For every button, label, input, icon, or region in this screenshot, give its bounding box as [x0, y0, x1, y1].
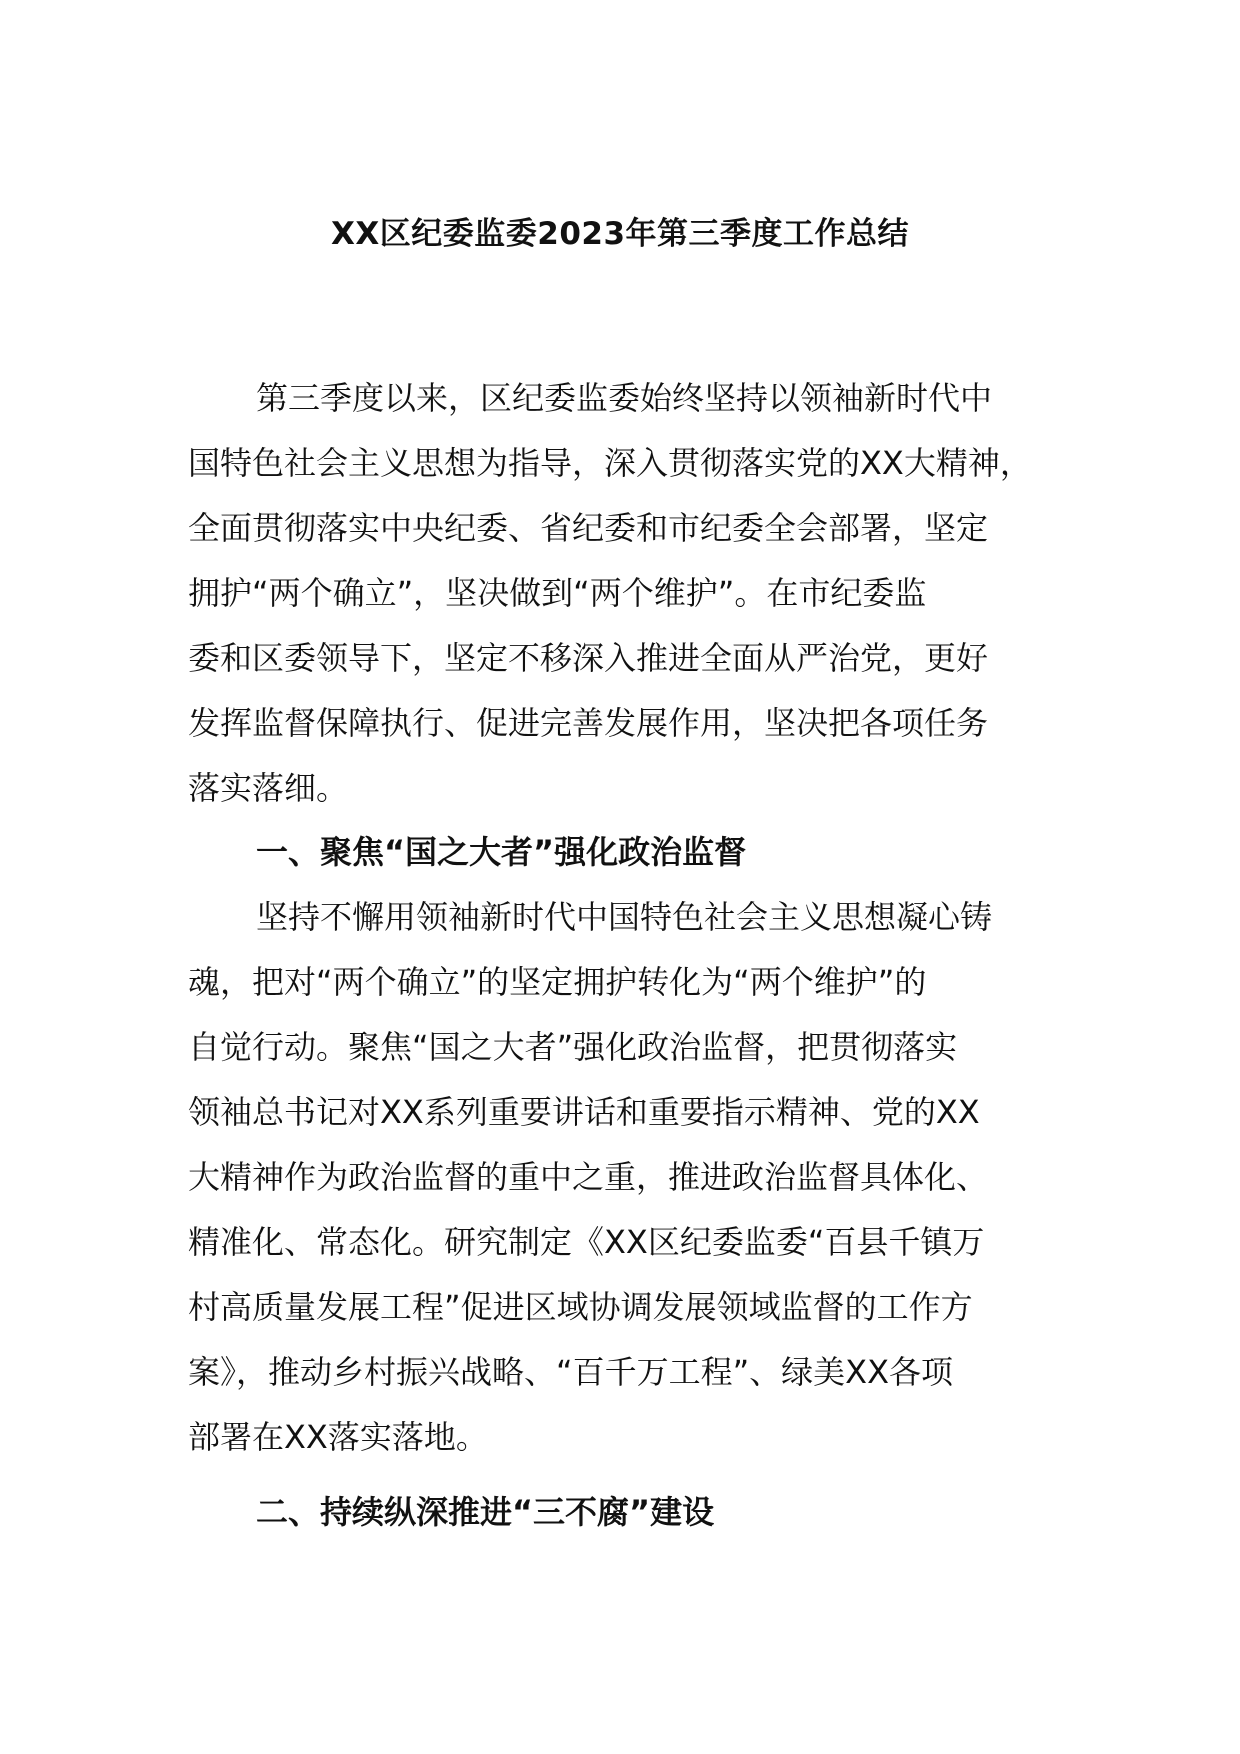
paragraph-line: 委和区委领导下，坚定不移深入推进全面从严治党，更好 — [188, 639, 989, 677]
paragraph-line: 全面贯彻落实中央纪委、省纪委和市纪委全会部署，坚定 — [188, 509, 989, 547]
paragraph-line: 魂，把对“两个确立”的坚定拥护转化为“两个维护”的 — [188, 963, 927, 1001]
intro-paragraph — [188, 366, 1068, 821]
paragraph-line: 领袖总书记对XX系列重要讲话和重要指示精神、党的XX — [188, 1093, 980, 1131]
paragraph-line: 发挥监督保障执行、促进完善发展作用，坚决把各项任务 — [188, 704, 989, 742]
section-heading-text: 二、持续纵深推进“三不腐”建设 — [256, 1493, 715, 1531]
paragraph-line: 大精神作为政治监督的重中之重，推进政治监督具体化、 — [188, 1158, 989, 1196]
paragraph-line: 部署在XX落实落地。 — [188, 1418, 488, 1456]
paragraph-line: 落实落细。 — [188, 769, 349, 807]
section-heading-2 — [188, 1480, 1068, 1545]
section-1-paragraph — [188, 885, 1068, 1470]
section-heading-text: 一、聚焦“国之大者”强化政治监督 — [256, 833, 747, 871]
paragraph-line: 村高质量发展工程”促进区域协调发展领域监督的工作方 — [188, 1288, 973, 1326]
paragraph-line: 第三季度以来，区纪委监委始终坚持以领袖新时代中 — [256, 379, 993, 417]
document-title: XX区纪委监委2023年第三季度工作总结 — [330, 216, 910, 252]
paragraph-line: 拥护“两个确立”，坚决做到“两个维护”。在市纪委监 — [188, 574, 927, 612]
paragraph-line: 案》，推动乡村振兴战略、“百千万工程”、绿美XX各项 — [188, 1353, 954, 1391]
paragraph-line: 坚持不懈用领袖新时代中国特色社会主义思想凝心铸 — [256, 898, 993, 936]
paragraph-line: 自觉行动。聚焦“国之大者”强化政治监督，把贯彻落实 — [188, 1028, 958, 1066]
paragraph-line: 国特色社会主义思想为指导，深入贯彻落实党的XX大精神， — [188, 444, 1032, 482]
paragraph-line: 精准化、常态化。研究制定《XX区纪委监委“百县千镇万 — [188, 1223, 985, 1261]
section-heading-1 — [188, 820, 1068, 885]
